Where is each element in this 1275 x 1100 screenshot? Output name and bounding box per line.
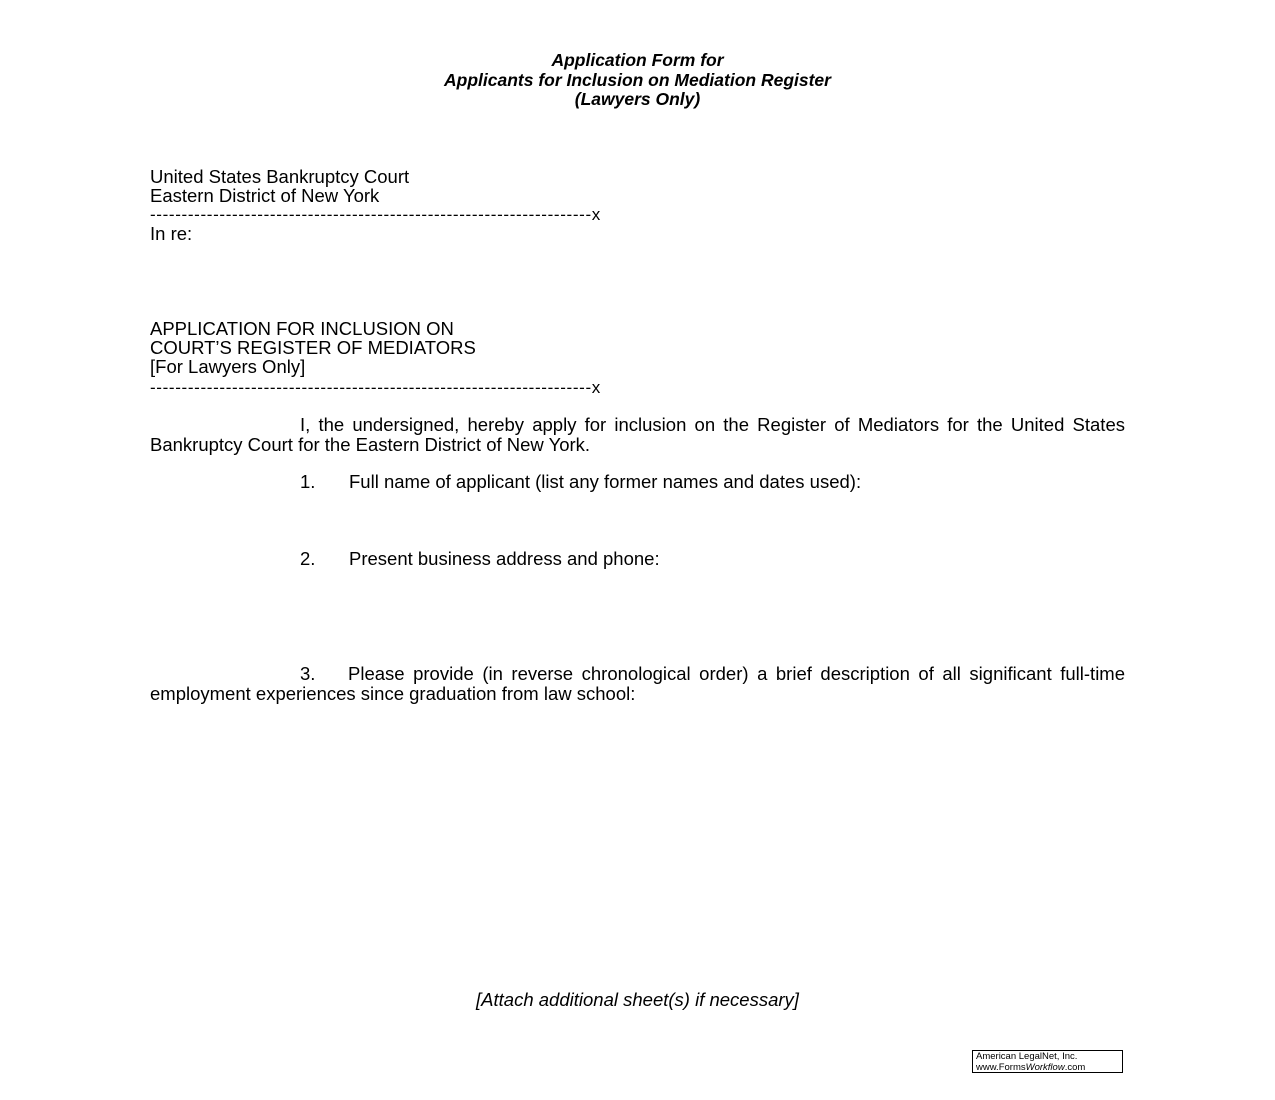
court-name: United States Bankruptcy Court [150,166,410,187]
item-2-text: Present business address and phone: [349,548,660,569]
item-3-number: 3. [300,663,316,684]
title-line-1: Application Form for [551,50,724,70]
caption-heading-2: COURT’S REGISTER OF MEDIATORS [150,337,476,358]
footer-website [976,1063,1122,1074]
item-1-number: 1. [300,471,316,492]
title-line-2: Applicants for Inclusion on Mediation Register [444,70,831,90]
item-1-text: Full name of applicant (list any former names and dates used): [349,471,862,492]
caption-heading-1: APPLICATION FOR INCLUSION ON [150,318,454,339]
court-district: Eastern District of New York [150,185,380,206]
footer-website-post: .com [1064,1061,1086,1073]
attach-note: [Attach additional sheet(s) if necessary] [476,989,799,1010]
footer-website-italic: Workflow [1025,1061,1065,1073]
title-line-3: (Lawyers Only) [574,89,701,109]
caption-divider-bottom: ----------------------------------------------------------------------x [150,378,601,397]
footer-website-pre: www.Forms [976,1061,1026,1073]
footer-publisher-name: American LegalNet, Inc. [976,1051,1078,1062]
caption-heading-3: [For Lawyers Only] [150,356,306,377]
intro-paragraph: I, the undersigned, hereby apply for inclusion on the Register of Mediators for the United States Bankruptcy Court for the Eastern District of New York. [150,414,1125,455]
item-3-text: Please provide (in reverse chronological order) a brief description of all significant full-time employment experiences since graduation from law school: [150,663,1125,704]
in-re-label: In re: [150,223,193,244]
item-2-number: 2. [300,548,316,569]
caption-divider-top: ----------------------------------------------------------------------x [150,205,601,224]
footer-publisher-box [972,1050,1123,1073]
